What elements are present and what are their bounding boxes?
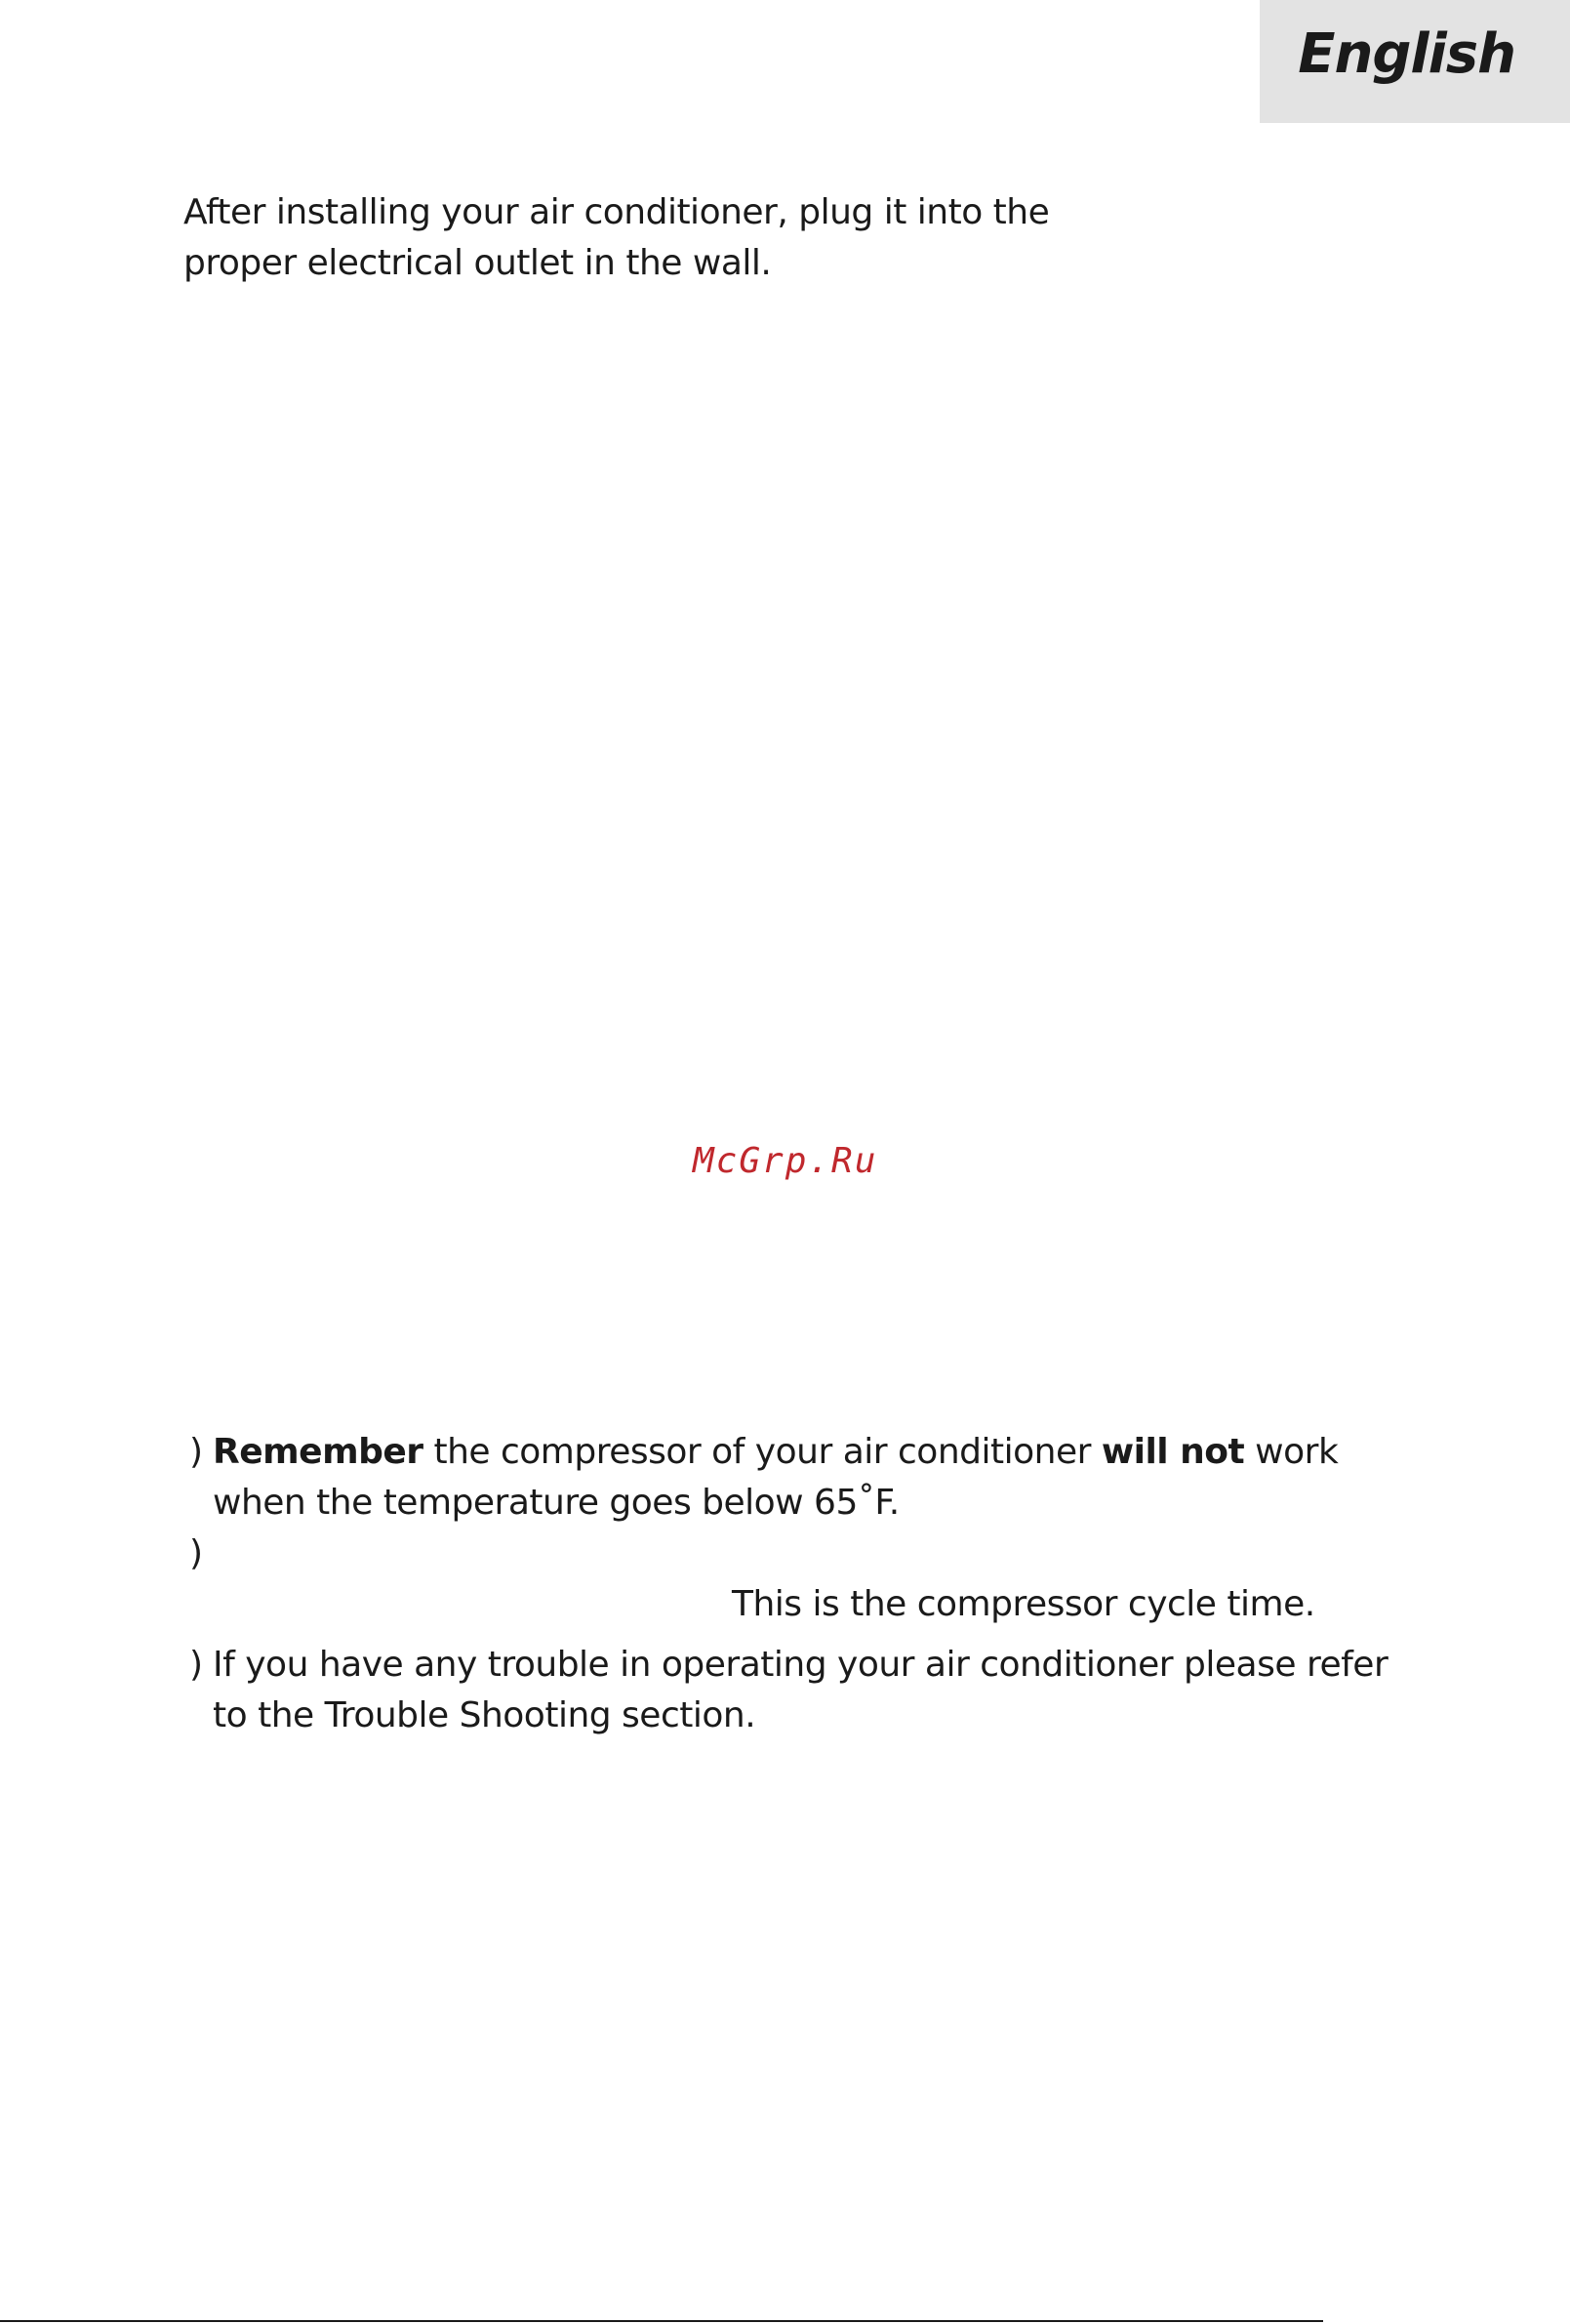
note-emphasis: Remember [213,1432,423,1472]
note-bullet: ) [189,1432,203,1472]
watermark: McGrp.Ru [693,1141,878,1181]
language-label: English [1298,22,1515,86]
note-item [189,1529,1399,1630]
footer-divider [0,2320,1323,2322]
note-bullet: ) [189,1533,203,1573]
note-item [189,1427,1399,1529]
notes-list [189,1427,1399,1741]
note-text: work when the temperature goes below 65˚F. [213,1432,1339,1523]
note-emphasis: will not [1101,1432,1245,1472]
intro-paragraph: After installing your air conditioner, plug it into the proper electrical outlet in the wall. [183,192,1050,283]
note-text: the compressor of your air conditioner [423,1432,1102,1472]
language-tab [1260,0,1570,123]
note-bullet: ) [189,1645,203,1685]
note-text: If you have any trouble in operating your air conditioner please refer to the Trouble Shooting section. [213,1645,1389,1735]
note-text: This is the compressor cycle time. [732,1584,1315,1624]
note-item [189,1640,1399,1741]
